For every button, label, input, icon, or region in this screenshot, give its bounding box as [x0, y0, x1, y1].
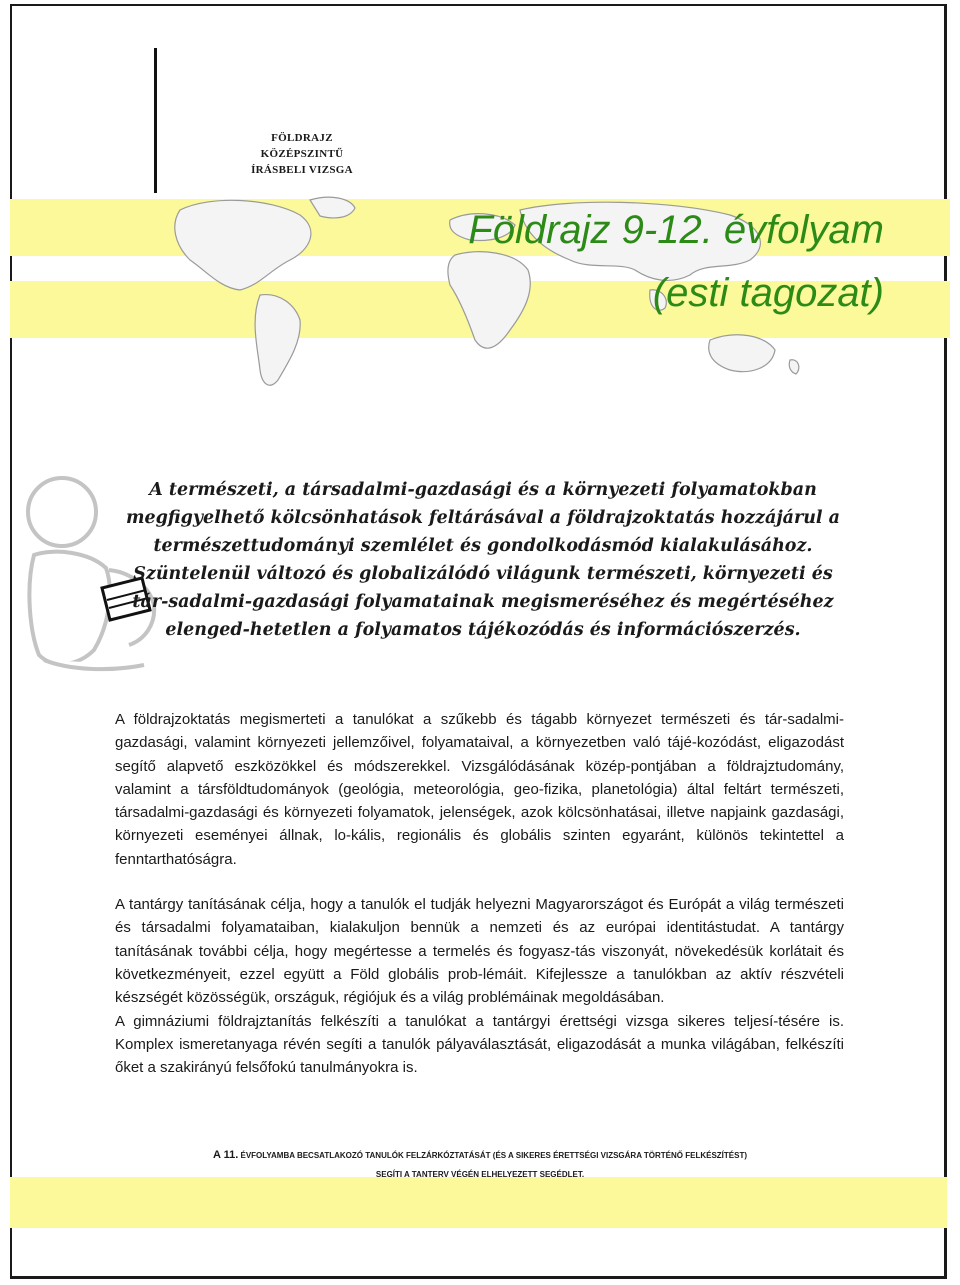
intro-paragraph: A természeti, a társadalmi-gazdasági és a környezeti folyamatokban megfigyelhető kölcsönhatások feltárásával a földrajzoktatás hozzájárul a természettudományi szemlélet és gondolkodásmód kialakulásához. Szüntelenül változó és globalizálódó világunk természeti, környezeti és tár-sadalmi-gazdasági folyamatainak megismeréséhez és megértéséhez elenged-hetetlen a folyamatos tájékozódás és információszerzés.	[125, 480, 841, 640]
body-text	[115, 708, 844, 1079]
intro-italic-text	[118, 476, 848, 644]
highlight-band-footer	[10, 1177, 947, 1228]
footnote-line-2: SEGÍTI A TANTERV VÉGÉN ELHELYEZETT SEGÉDLET.	[375, 1170, 585, 1179]
exam-label-line-3: ÍRÁSBELI VIZSGA	[251, 164, 353, 176]
page-subtitle: (esti tagozat)	[652, 271, 884, 315]
footnote-grade: A 11.	[212, 1149, 239, 1161]
footnote-line-1-text: ÉVFOLYAMBA BECSATLAKOZÓ TANULÓK FELZÁRKÓZTATÁSÁT (ÉS A SIKERES ÉRETTSÉGI VIZSGÁRA TÖRTÉNŐ FELKÉSZÍTÉST)	[238, 1151, 748, 1160]
footnote-line-1	[180, 1146, 780, 1165]
body-paragraph-3: A gimnáziumi földrajztanítás felkészíti a tanulókat a tantárgyi érettségi vizsga sikeres teljesí-tésére is. Komplex ismeretanyaga révén segíti a tanulók pályaválasztását, eligazodását a munka világában, felkészíti őket a szakirányú felsőfokú tanulmányokra is.	[115, 1012, 844, 1077]
exam-label-line-1: FÖLDRAJZ	[271, 132, 333, 144]
vertical-rule	[154, 48, 157, 193]
footnote	[180, 1146, 780, 1184]
page-title: Földrajz 9-12. évfolyam	[468, 208, 884, 252]
exam-label-line-2: KÖZÉPSZINTŰ	[260, 148, 344, 160]
exam-cover-label	[232, 130, 372, 178]
body-paragraph-2: A tantárgy tanításának célja, hogy a tanulók el tudják helyezni Magyarországot és Európát a világ természeti és társadalmi folyamataiban, kialakuljon bennük a nemzeti és az európai identitástudat. A tantárgy tanításának további célja, hogy megértesse a termelés és fogyasz-tás viszonyát, növekedésük korlátait és következményeit, ezzel együtt a Föld globális prob-lémáit. Kifejlessze a tanulókban az aktív részvételi készségét közösségük, országuk, régiójuk és a világ problémáinak megoldásában.	[115, 896, 844, 1007]
body-paragraph-1: A földrajzoktatás megismerteti a tanulókat a szűkebb és tágabb környezet természeti és tár-sadalmi-gazdasági, valamint környezeti jellemzőivel, folyamataival, a környezetben való tájé-kozódást, eligazodást segítő alapvető eszközökkel és módszerekkel. Vizsgálódásának közép-pontjában a földrajztudomány, valamint a társföldtudományok (geológia, meteorológia, geo-fizika, planetológia) által feltárt természeti, társadalmi-gazdasági és környezeti folyamatok, jelenségek, azok kölcsönhatásai, illetve napjaink gazdasági, környezeti eseményei állnak, lo-kális, regionális és globális szinten egyaránt, különös tekintettel a fenntarthatóságra.	[115, 711, 844, 868]
